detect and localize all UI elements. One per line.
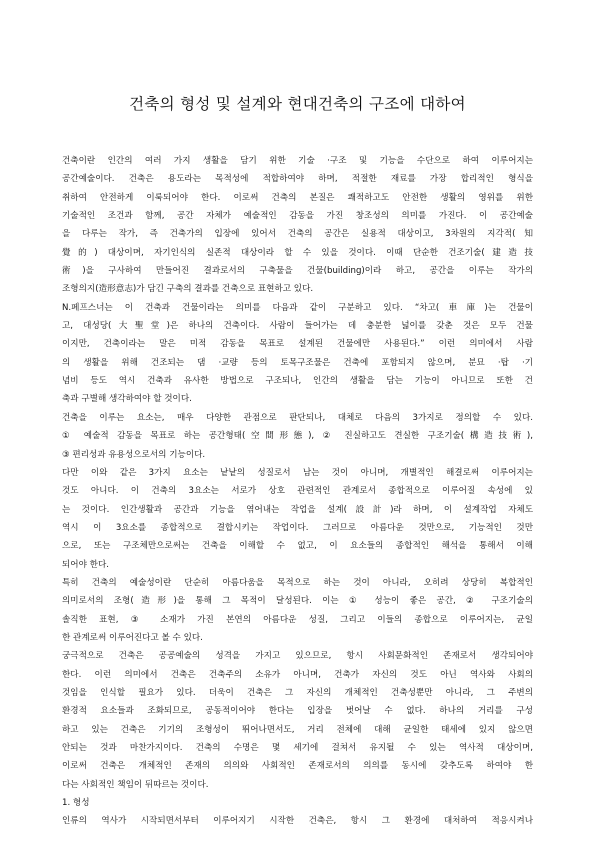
body-line: 다만 이와 같은 3가지 요소는 낱낱의 성질로서 남는 것이 아니며, 개별적인 해결로써 이루어지는 [62,467,533,478]
body-line: 환경적 요소들과 조화되므로, 공동적이어야 한다는 입장을 벗어날 수 없다. 하나의 거리를 구성 [62,706,533,717]
body-line: ① 예술적 감동을 목표로 하는 공간형태(空間形態), ② 진실하고도 견실한 구조기술(構造技術), [62,431,533,442]
body-line: 術)을 구사하여 만들어진 결과로서의 구축물을 건물(building)이라 하고, 공간을 이루는 작가의 [62,266,533,277]
body-line: 역시 이 3요소를 종합적으로 결합시키는 작업이다. 그러므로 아름다운 것만으로, 기능적인 것만 [62,522,533,533]
body-line: 고, 대성당(大聖堂)은 하나의 건축이다. 사람이 들어가는 데 충분한 넓이를 갖춘 것은 모두 건물 [62,321,533,332]
body-line: 인류의 역사가 시작되면서부터 이루어지기 시작한 건축은, 항시 그 환경에 대처하여 적응시켜나 [62,816,533,827]
body-line: 안되는 것과 마찬가지이다. 건축의 수명은 몇 세기에 걸쳐서 유지될 수 있는 역사적 대상이며, [62,743,533,753]
body-line: 것임을 인식할 필요가 있다. 더욱이 건축은 그 자신의 개체적인 건축성뿐만 아니라, 그 주변의 [62,687,533,698]
body-line: 기술적인 조건과 함께, 공간 자체가 예술적인 감동을 가진 창조성의 의미를 가진다. 이 공간예술 [62,211,533,222]
body-line: 1. 형성 [62,798,90,809]
body-line: ③ 편리성과 유용성으로서의 기능이다. [62,449,206,460]
body-line: 이지만, 건축이라는 말은 미적 감동을 목표로 설계된 건물에만 사용된다.” 이런 의미에서 사람 [62,339,533,350]
document-title: 건축의 형성 및 설계와 현대건축의 구조에 대하여 [129,95,466,113]
body-line: 건축을 이루는 요소는, 매우 다양한 관점으로 판단되나, 대체로 다음의 3가지로 정의할 수 있다. [62,412,533,423]
body-line: 축과 구별해 생각하여야 할 것이다. [62,394,192,405]
body-line: 것도 아니다. 이 건축의 3요소는 서로가 상호 관련적인 관계로서 종합적으로 이루어질 속성에 있 [62,486,533,497]
body-line: 覺的) 대상이며, 자기인식의 실존적 대상이라 할 수 있을 것이다. 이때 단순한 건조기술(建造技 [62,247,533,258]
body-line: 의 생활을 위해 건조되는 댐 ·교량 등의 토목구조물은 건축에 포함되지 않으며, 분묘 ·탑 ·기 [62,357,533,368]
body-line: 한다. 이런 의미에서 건축은 건축주의 소유가 아니며, 건축가 자신의 것도 아닌 역사와 사회의 [62,669,533,680]
document-body [62,152,533,831]
body-line: 솔직한 표현, ③ 소재가 가진 본연의 아름다운 성질, 그리고 이들의 종합으로 이루어지는, 균일 [62,614,533,625]
body-line: 공간예술이다. 건축은 용도라는 목적성에 적합하여야 하며, 적절한 재료를 가장 합리적인 형식을 [62,174,533,185]
body-line: N.페프스너는 이 건축과 건물이라는 의미를 다음과 같이 구분하고 있다. “차고(車庫)는 건물이 [62,302,533,313]
body-line: 한 관계로써 이루어진다고 볼 수 있다. [62,632,203,643]
body-line: 는 것이다. 인간생활과 공간과 기능을 엮어내는 작업을 설계(設計)라 하며, 이 설계작업 자체도 [62,504,533,515]
body-line: 다는 사회적인 책임이 뒤따르는 것이다. [62,779,209,790]
body-line: 특히 건축의 예술성이란 단순히 아름다움을 목적으로 하는 것이 아니라, 오히려 상당히 복합적인 [62,577,533,588]
body-line: 을 다루는 작가, 즉 건축가의 입장에 있어서 건축의 공간은 실용적 대상이고, 3차원의 지각적(知 [62,229,533,240]
body-line: 건축이란 인간의 여러 가지 생활을 담기 위한 기술 ·구조 및 기능을 수단으로 하여 이루어지는 [62,156,533,166]
body-line: 이로써 건축은 개체적인 존재의 의의와 사회적인 존재로서의 의의를 동시에 갖추도록 하여야 한 [62,761,533,772]
body-line: 념비 등도 역시 건축과 유사한 방법으로 구조되나, 인간의 생활을 담는 기능이 아니므로 또한 건 [62,376,533,387]
body-line: 취하여 안전하게 이룩되어야 한다. 이로써 건축의 본질은 쾌적하고도 안전한 생활의 영위를 위한 [62,192,533,203]
body-line: 조형의지(造形意志)가 담긴 구축의 결과를 건축으로 표현하고 있다. [62,284,314,295]
body-line: 되어야 한다. [62,559,109,570]
body-line: 으로, 또는 구조체만으로써는 건축을 이해할 수 없고, 이 요소들의 종합적인 해석을 통해서 이해 [62,541,533,552]
body-line: 궁극적으로 건축은 공공예술의 성격을 가지고 있으므로, 항시 사회문화적인 존재로서 생각되어야 [62,651,533,662]
body-line: 의미로서의 조형(造形)을 통해 그 목적이 달성된다. 이는 ① 성능이 좋은 공간, ② 구조기술의 [62,596,533,607]
body-line: 하고 있는 건축은 기기의 조형성이 뛰어나면서도, 거리 전체에 대해 균일한 태세에 있지 않으면 [62,724,533,735]
